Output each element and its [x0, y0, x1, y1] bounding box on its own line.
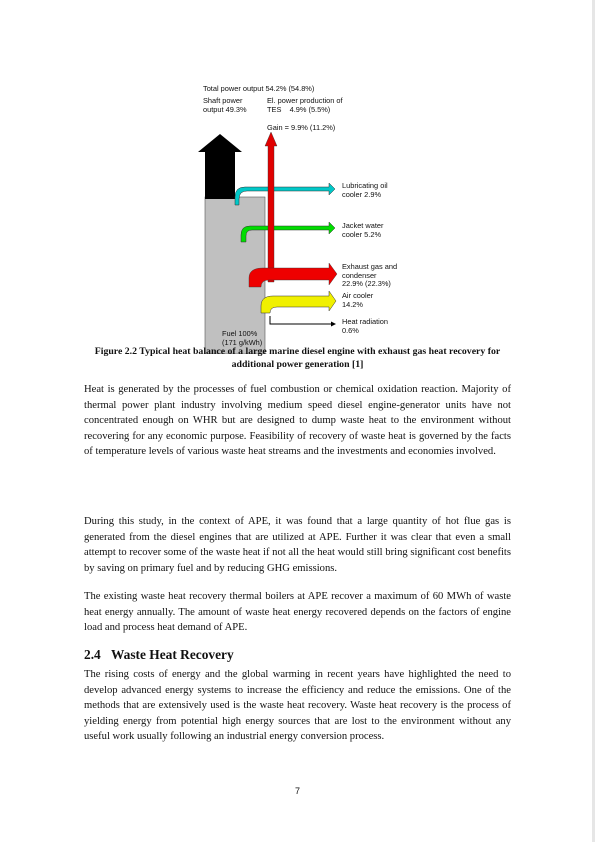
gain-arrow: [265, 132, 277, 282]
air-cooler-label: Air cooler 14.2%: [342, 291, 374, 309]
paragraph-2: During this study, in the context of APE, it was found that a large quantity of hot flue gas is generated from the diesel engines that are utilized at APE. Further it was clear that even a small attempt to recover some of the waste heat if not all the heat would still bring significant cost benefits by saving on primary fuel and by reducing GHG emissions.: [84, 516, 511, 574]
page-number: 7: [294, 786, 300, 796]
section-number: 2.4: [84, 647, 101, 662]
shaft-power-arrow: [198, 134, 242, 199]
section-title: Waste Heat Recovery: [111, 647, 234, 662]
heat-radiation-arrow: [270, 316, 331, 324]
lube-oil-label: Lubricating oil cooler 2.9%: [342, 181, 388, 199]
gain-label: Gain = 9.9% (11.2%): [267, 123, 336, 132]
air-cooler-flow: [261, 291, 336, 313]
section-heading: [84, 646, 234, 664]
total-power-label: Total power output 54.2% (54.8%): [203, 84, 315, 93]
paragraph-3: The existing waste heat recovery thermal boilers at APE recover a maximum of 60 MWh of waste heat energy annually. The amount of waste heat energy recovered depends on the factors of engine load and process heat demand of APE.: [84, 591, 511, 633]
paragraph-1: Heat is generated by the processes of fuel combustion or chemical oxidation reaction. Majority of thermal power plant industry involving medium speed diesel engine-generator units have not concentrated enough on WHR but are designed to dump waste heat to the environment without recovering for any economic purpose. Feasibility of recovery of waste heat is governed by the facts of temperature levels of various waste heat streams and the investments and economies involved.: [84, 384, 511, 457]
heat-radiation-label: Heat radiation 0.6%: [342, 317, 389, 335]
shaft-power-label: Shaft power output 49.3%: [203, 96, 247, 114]
heat-balance-figure: [195, 82, 410, 354]
el-power-label: El. power production of TES 4.9% (5.5%): [267, 96, 343, 114]
figure-caption: Figure 2.2 Typical heat balance of a large marine diesel engine with exhaust gas heat recovery for additional power generation [1]: [94, 346, 501, 370]
jacket-water-label: Jacket water cooler 5.2%: [342, 221, 384, 239]
paragraph-4: The rising costs of energy and the global warming in recent years have highlighted the need to develop advanced energy systems to increase the efficiency and reduce the emissions. One of the methods that are extensively used is the waste heat recovery. Waste heat recovery is the process of yielding energy from potential high energy sources that are lost to the environment without any useful work usually following an industrial energy conversion process.: [84, 669, 511, 742]
fuel-label: Fuel 100% (171 g/kWh): [222, 329, 263, 347]
exhaust-label: Exhaust gas and condenser 22.9% (22.3%): [342, 262, 398, 289]
